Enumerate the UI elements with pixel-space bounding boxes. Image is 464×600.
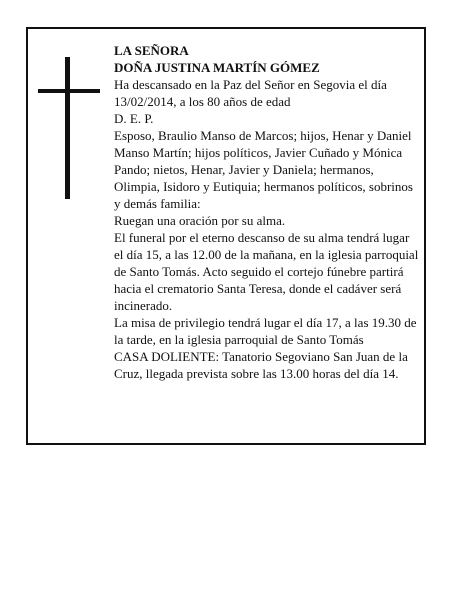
rip-line: D. E. P. <box>114 111 154 126</box>
obituary-notice <box>26 27 426 445</box>
deceased-name: DOÑA JUSTINA MARTÍN GÓMEZ <box>114 60 320 75</box>
notice-header-title: LA SEÑORA <box>114 43 189 58</box>
cross-icon <box>38 57 100 199</box>
notice-text <box>114 42 420 382</box>
cross-vertical-bar <box>65 57 70 199</box>
family-list: Esposo, Braulio Manso de Marcos; hijos, Henar y Daniel Manso Martín; hijos políticos, Javier Cuñado y Mónica Pando; nietos, Henar, Javier y Daniela; hermanos, Olimpia, Isidoro y Eutiquia; hermanos políticos, sobrinos y demás familia: <box>114 128 413 211</box>
prayer-request: Ruegan una oración por su alma. <box>114 213 286 228</box>
funeral-details: El funeral por el eterno descanso de su alma tendrá lugar el día 15, a las 12.00 de la mañana, en la iglesia parroquial de Santo Tomás. Acto seguido el cortejo fúnebre partirá hacia el crematorio Santa Teresa, donde el cadáver será incinerado. <box>114 230 419 313</box>
mass-details: La misa de privilegio tendrá lugar el día 17, a las 19.30 de la tarde, en la iglesia parroquial de Santo Tomás <box>114 315 417 347</box>
mourning-house: CASA DOLIENTE: Tanatorio Segoviano San Juan de la Cruz, llegada prevista sobre las 13.00 horas del día 14. <box>114 349 408 381</box>
cross-horizontal-bar <box>38 89 100 93</box>
passed-away-line: Ha descansado en la Paz del Señor en Segovia el día 13/02/2014, a los 80 años de edad <box>114 77 387 109</box>
